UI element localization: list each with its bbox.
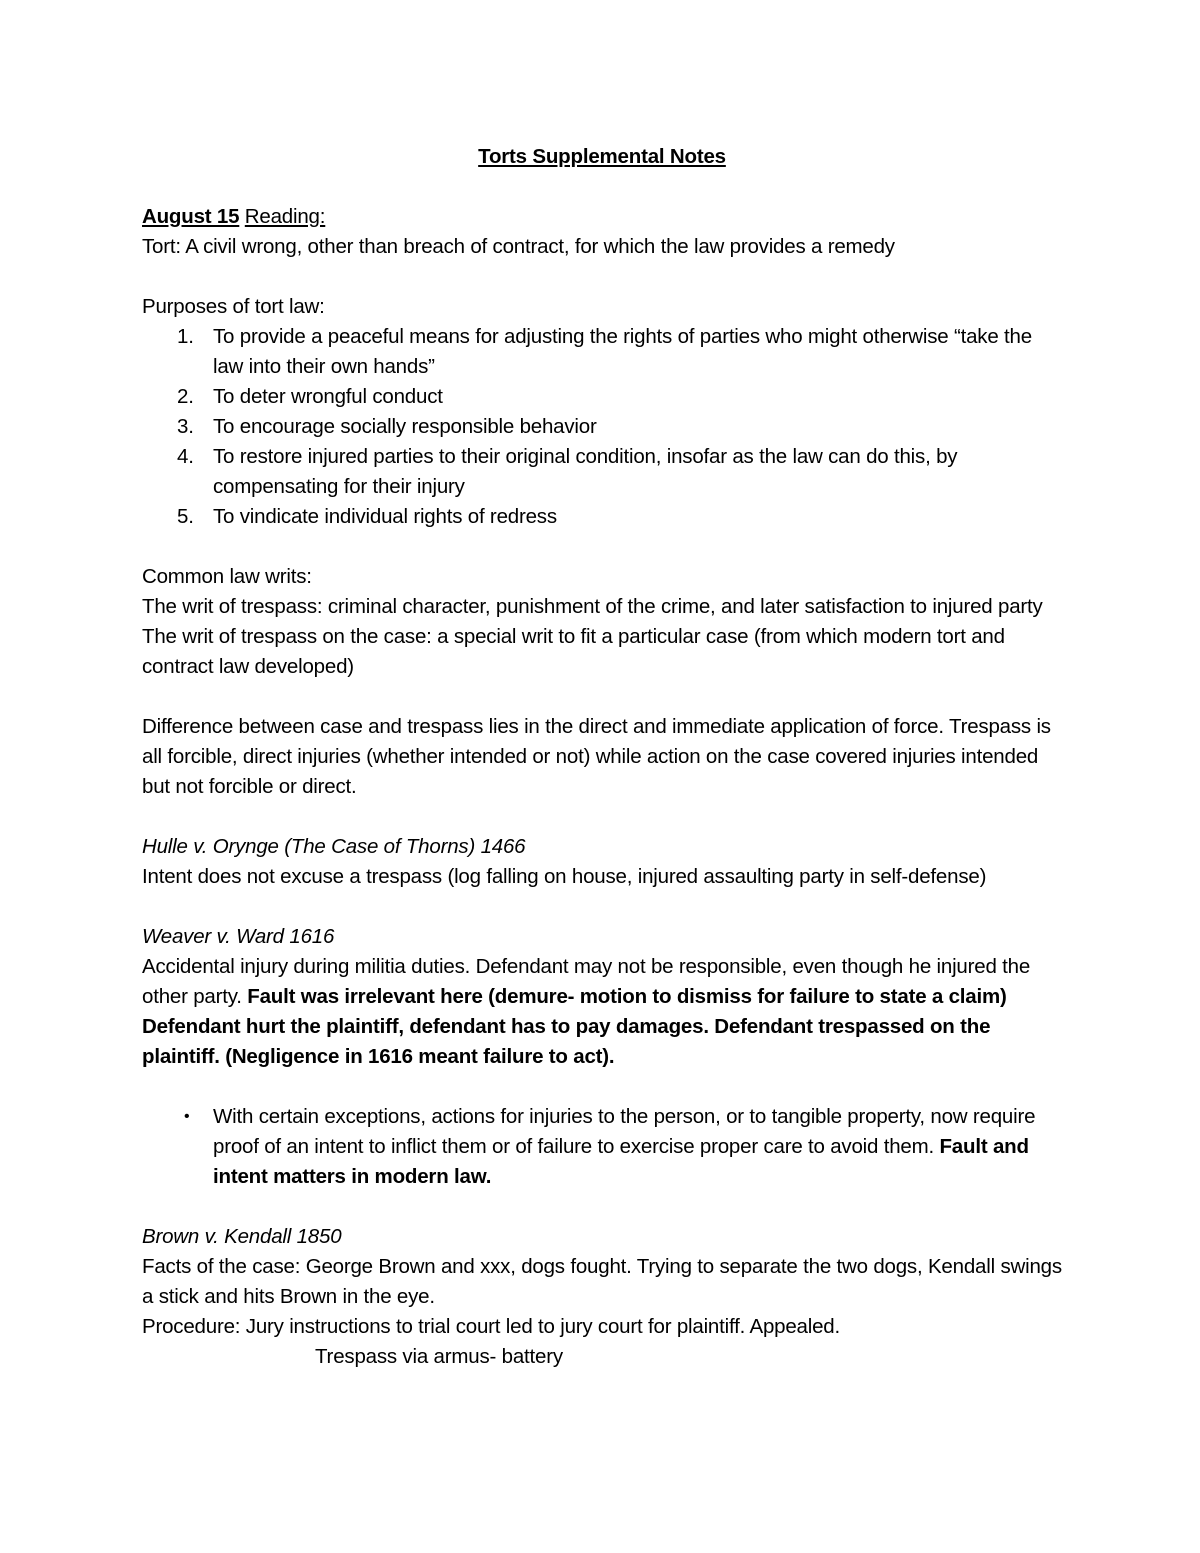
weaver-bold-text: Fault was irrelevant here (demure- motion to dismiss for failure to state a claim) Defendant hurt the plaintiff, defendant has to pay damages. Defendant trespassed on the plaintiff. (Negligence in 1616 meant failure to act). bbox=[142, 985, 1007, 1068]
weaver-plain-text: Accidental injury during militia duties. Defendant may not be responsible, even though he injured the other party. bbox=[142, 955, 1031, 1008]
list-number: 5. bbox=[177, 505, 194, 528]
writ-trespass-case: The writ of trespass on the case: a special writ to fit a particular case (from which modern tort and contract law developed) bbox=[142, 625, 1005, 678]
bullet-item bbox=[142, 1102, 1062, 1192]
difference-paragraph: Difference between case and trespass lies in the direct and immediate application of force. Trespass is all forcible, direct injuries (whether intended or not) while action on the case covered injuries intended but not forcible or direct. bbox=[142, 715, 1051, 798]
list-text: To deter wrongful conduct bbox=[213, 385, 443, 408]
case-title-brown: Brown v. Kendall 1850 bbox=[142, 1225, 342, 1248]
list-number: 1. bbox=[177, 325, 194, 348]
bullet-bold-text: Fault and intent matters in modern law. bbox=[213, 1135, 1029, 1188]
case-title-weaver: Weaver v. Ward 1616 bbox=[142, 925, 335, 948]
list-number: 4. bbox=[177, 445, 194, 468]
list-text: To vindicate individual rights of redress bbox=[213, 505, 557, 528]
date-heading: August 15 bbox=[142, 205, 240, 228]
list-number: 2. bbox=[177, 385, 194, 408]
list-item bbox=[142, 382, 1062, 412]
page-title: Torts Supplemental Notes bbox=[478, 145, 726, 168]
reading-header bbox=[142, 202, 1062, 232]
list-text: To encourage socially responsible behavior bbox=[213, 415, 597, 438]
case-text-hulle: Intent does not excuse a trespass (log falling on house, injured assaulting party in self-defense) bbox=[142, 865, 987, 888]
purposes-heading: Purposes of tort law: bbox=[142, 295, 325, 318]
reading-label: Reading: bbox=[244, 205, 326, 228]
list-item bbox=[142, 442, 1062, 502]
purposes-list bbox=[142, 322, 1062, 532]
brown-trespass-note: Trespass via armus- battery bbox=[315, 1345, 563, 1368]
bullet-list bbox=[142, 1102, 1062, 1192]
writs-heading: Common law writs: bbox=[142, 565, 312, 588]
list-item bbox=[142, 412, 1062, 442]
case-title-hulle: Hulle v. Orynge (The Case of Thorns) 1466 bbox=[142, 835, 526, 858]
list-text: To provide a peaceful means for adjusting the rights of parties who might otherwise “take the law into their own hands” bbox=[213, 325, 1032, 378]
bullet-plain-text: With certain exceptions, actions for injuries to the person, or to tangible property, now require proof of an intent to inflict them or of failure to exercise proper care to avoid them. bbox=[213, 1105, 1036, 1158]
brown-facts: Facts of the case: George Brown and xxx, dogs fought. Trying to separate the two dogs, Kendall swings a stick and hits Brown in the eye. bbox=[142, 1255, 1062, 1308]
list-number: 3. bbox=[177, 415, 194, 438]
list-item bbox=[142, 502, 1062, 532]
tort-definition: Tort: A civil wrong, other than breach of contract, for which the law provides a remedy bbox=[142, 235, 895, 258]
list-item bbox=[142, 322, 1062, 382]
list-text: To restore injured parties to their original condition, insofar as the law can do this, by compensating for their injury bbox=[213, 445, 958, 498]
document-body bbox=[142, 142, 1062, 1372]
case-text-weaver bbox=[142, 952, 1062, 1072]
bullet-icon: • bbox=[184, 1108, 190, 1125]
writ-trespass: The writ of trespass: criminal character, punishment of the crime, and later satisfaction to injured party bbox=[142, 595, 1043, 618]
brown-procedure: Procedure: Jury instructions to trial court led to jury court for plaintiff. Appealed. bbox=[142, 1315, 840, 1338]
